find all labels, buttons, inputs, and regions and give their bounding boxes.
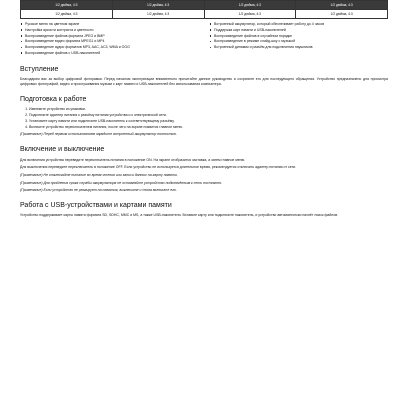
- table-cell: 1/2 дюйма, 4:3: [112, 10, 204, 19]
- table-cell: 1/2 дюйма, 4:3: [204, 1, 296, 10]
- list-item: Воспроизведение видео формата MPEG1 и MP4: [20, 39, 199, 44]
- table-cell: 1/2 дюйма, 4:3: [296, 1, 388, 10]
- list-item: Встроенный динамик и разъём для подключения наушников: [209, 45, 388, 50]
- prep-steps: [20, 107, 388, 129]
- section-heading-usb: Работа с USB-устройствами и картами памяти: [20, 201, 172, 209]
- section-heading-power: Включение и выключение: [20, 145, 105, 153]
- table-cell: 1/2 дюйма, 4:3: [296, 10, 388, 19]
- table-cell: 1/2 дюйма, 4:3: [21, 1, 113, 10]
- table-row: [21, 1, 388, 10]
- power-note: (Примечание) Если устройство не реагирует на нажатия, выключите и снова включите его.: [20, 188, 177, 193]
- section-heading-prep: Подготовка к работе: [20, 95, 87, 103]
- usb-paragraph: Устройство поддерживает карты памяти формата SD, SDHC, MMC и MS, а также USB-накопители. Вставьте карту или подключите накопитель, и устройство автоматически начнёт поиск файлов.: [20, 213, 339, 218]
- list-item: 3. Установите карту памяти или подключите USB-накопитель к соответствующему разъёму.: [29, 119, 388, 124]
- spec-table: [20, 0, 388, 19]
- list-item: 2. Подключите адаптер питания к разъёму питания устройства и к электрической сети.: [29, 113, 388, 118]
- table-cell: 1/2 дюйма, 4:3: [204, 10, 296, 19]
- table-cell: 1/2 дюйма, 4:3: [21, 10, 113, 19]
- list-item: 4. Включите устройство переключателем питания, после чего на экране появится главное меню.: [29, 125, 388, 130]
- manual-page: [20, 0, 388, 400]
- list-item: Русское меню на цветном экране: [20, 22, 199, 27]
- feature-column-left: [20, 22, 199, 57]
- table-cell: 1/2 дюйма, 4:3: [112, 1, 204, 10]
- list-item: Встроенный аккумулятор, который обеспечивает работу до 4 часов: [209, 22, 388, 27]
- power-note: (Примечание) Для продления срока службы аккумулятора не оставляйте устройство подключённым к сети постоянно.: [20, 180, 223, 185]
- list-item: Настройка яркости контраста и цветности: [20, 28, 199, 33]
- intro-paragraph: Благодарим вас за выбор цифровой фоторамки. Перед началом эксплуатации внимательно прочитайте данное руководство и сохраните его для последующего обращения. Устройство предназначено для просмотра цифровых фотографий, видео и прослушивания музыки с карт памяти и USB-накопителей без использования компьютера.: [20, 77, 388, 87]
- list-item: Воспроизведение файлов формата JPEG и BMP: [20, 34, 199, 39]
- section-heading-intro: Вступление: [20, 65, 59, 73]
- prep-note: (Примечание) Перед первым использованием зарядите встроенный аккумулятор полностью.: [20, 132, 177, 137]
- table-row: [21, 10, 388, 19]
- list-item: Воспроизведение в режиме слайд-шоу с музыкой: [209, 39, 388, 44]
- power-paragraph-2: Для выключения переведите переключатель в положение OFF. Если устройство не используется длительное время, рекомендуется отключить адаптер питания от сети.: [20, 165, 297, 170]
- list-item: Воспроизведение файлов в случайном порядке: [209, 34, 388, 39]
- feature-list-left: [20, 22, 199, 56]
- feature-column-right: [209, 22, 388, 57]
- feature-columns: [20, 22, 388, 57]
- power-note: (Примечание) Не отключайте питание во время чтения или записи данных на карту памяти.: [20, 172, 178, 177]
- list-item: 1. Извлеките устройство из упаковки.: [29, 107, 388, 112]
- feature-list-right: [209, 22, 388, 50]
- list-item: Воспроизведение файлов с USB-накопителей: [20, 51, 199, 56]
- list-item: Поддержка карт памяти и USB-накопителей: [209, 28, 388, 33]
- power-paragraph-1: Для включения устройства переведите переключатель питания в положение ON. На экране отобразится заставка, а затем главное меню.: [20, 157, 246, 162]
- list-item: Воспроизведение аудио форматов MP3, AAC, AC3, WMA и OGG: [20, 45, 199, 50]
